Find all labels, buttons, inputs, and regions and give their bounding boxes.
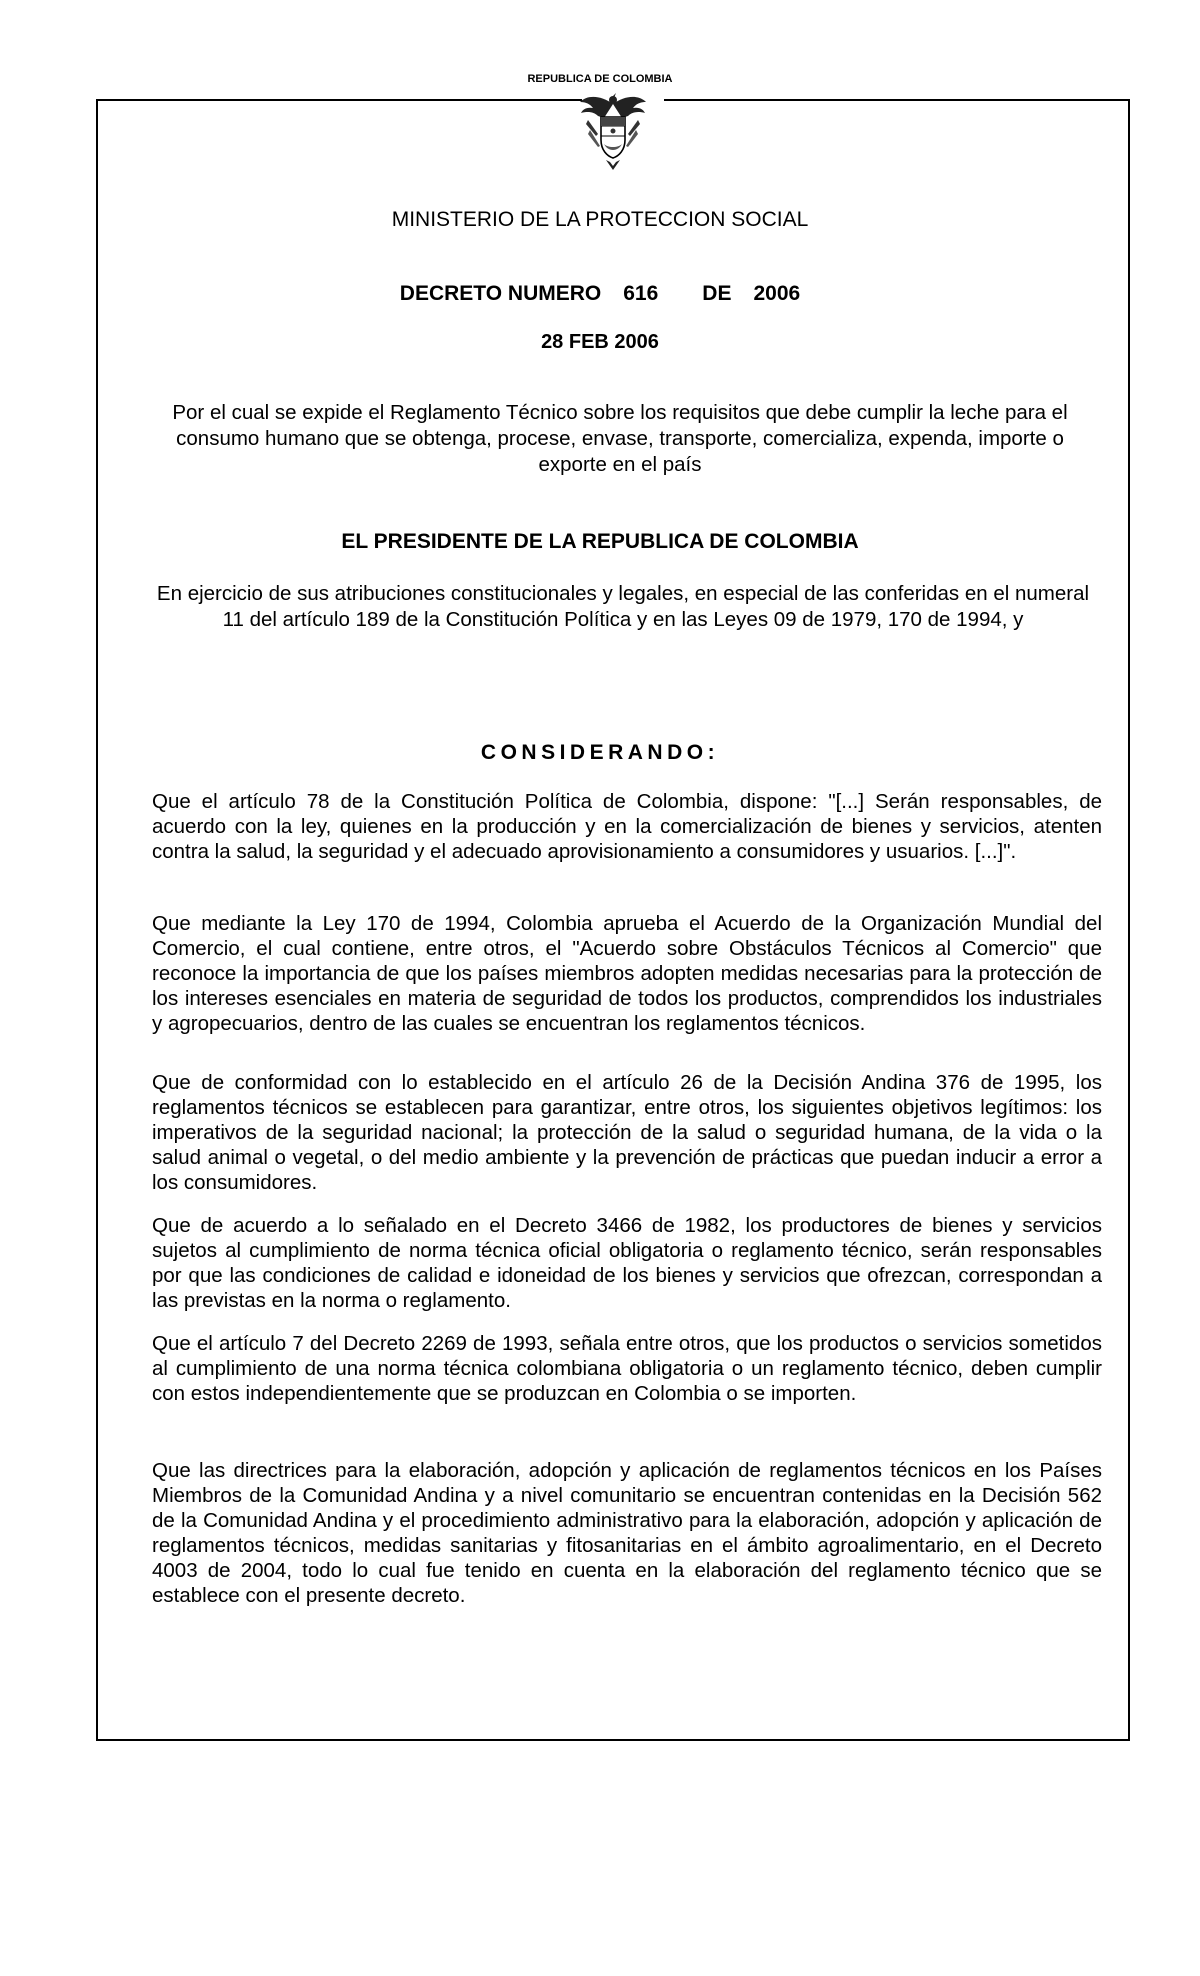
country-header: REPUBLICA DE COLOMBIA bbox=[527, 73, 673, 85]
considerando-paragraph: Que de acuerdo a lo señalado en el Decreto 3466 de 1982, los productores de bienes y servicios sujetos al cumplimiento de norma técnica oficial obligatoria o reglamento técnico, serán responsables por que las condiciones de calidad e idoneidad de los bienes y servicios que ofrezcan, correspondan a las previstas en la norma o reglamento. bbox=[152, 1214, 1102, 1312]
decree-purpose: Por el cual se expide el Reglamento Técnico sobre los requisitos que debe cumplir la leche para el consumo humano que se obtenga, procese, envase, transporte, comercializa, expenda, importe o exporte en el país bbox=[172, 401, 1068, 476]
coat-of-arms-icon bbox=[578, 90, 648, 172]
president-heading: EL PRESIDENTE DE LA REPUBLICA DE COLOMBIA bbox=[341, 530, 859, 553]
considerando-heading: CONSIDERANDO: bbox=[480, 741, 720, 764]
decree-de: DE bbox=[702, 282, 732, 305]
considerando-paragraph: Que el artículo 7 del Decreto 2269 de 1993, señala entre otros, que los productos o servicios sometidos al cumplimiento de una norma técnica colombiana obligatoria o un reglamento técnico, deben cumplir con estos independientemente que se produzcan en Colombia o se importen. bbox=[152, 1332, 1102, 1405]
decree-year: 2006 bbox=[753, 282, 801, 305]
ministry-title: MINISTERIO DE LA PROTECCION SOCIAL bbox=[391, 208, 809, 231]
considerando-paragraph: Que las directrices para la elaboración, adopción y aplicación de reglamentos técnicos en los Países Miembros de la Comunidad Andina y a nivel comunitario se encuentran contenidas en la Decisión 562 de la Comunidad Andina y el procedimiento administrativo para la elaboración, adopción y aplicación de reglamentos técnicos, medidas sanitarias y fitosanitarias en el ámbito agroalimentario, en el Decreto 4003 de 2004, todo lo cual fue tenido en cuenta en la elaboración del reglamento técnico que se establece con el presente decreto. bbox=[152, 1459, 1102, 1607]
decree-number: 616 bbox=[623, 282, 659, 305]
considerando-paragraph: Que el artículo 78 de la Constitución Política de Colombia, dispone: "[...] Serán responsables, de acuerdo con la ley, quienes en la producción y en la comercialización de bienes y servicios, atenten contra la salud, la seguridad y el adecuado aprovisionamiento a consumidores y usuarios. [...]". bbox=[152, 790, 1102, 863]
powers-statement: En ejercicio de sus atribuciones constitucionales y legales, en especial de las conferidas en el numeral 11 del artículo 189 de la Constitución Política y en las Leyes 09 de 1979, 170 de 1994, y bbox=[156, 582, 1090, 631]
considerando-paragraph: Que de conformidad con lo establecido en el artículo 26 de la Decisión Andina 376 de 1995, los reglamentos técnicos se establecen para garantizar, entre otros, los siguientes objetivos legítimos: los imperativos de la seguridad nacional; la protección de la salud o seguridad humana, de la vida o la salud animal o vegetal, o del medio ambiente y la prevención de prácticas que puedan inducir a error a los consumidores. bbox=[152, 1071, 1102, 1194]
decree-number-line bbox=[0, 282, 1200, 306]
considerando-paragraph: Que mediante la Ley 170 de 1994, Colombia aprueba el Acuerdo de la Organización Mundial del Comercio, el cual contiene, entre otros, el "Acuerdo sobre Obstáculos Técnicos al Comercio" que reconoce la importancia de que los países miembros adopten medidas necesarias para la protección de los intereses esenciales en materia de seguridad de todos los productos, comprendidos los industriales y agropecuarios, dentro de las cuales se encuentran los reglamentos técnicos. bbox=[152, 912, 1102, 1035]
decree-label: DECRETO NUMERO bbox=[399, 282, 602, 305]
decree-date: 28 FEB 2006 bbox=[541, 331, 659, 353]
